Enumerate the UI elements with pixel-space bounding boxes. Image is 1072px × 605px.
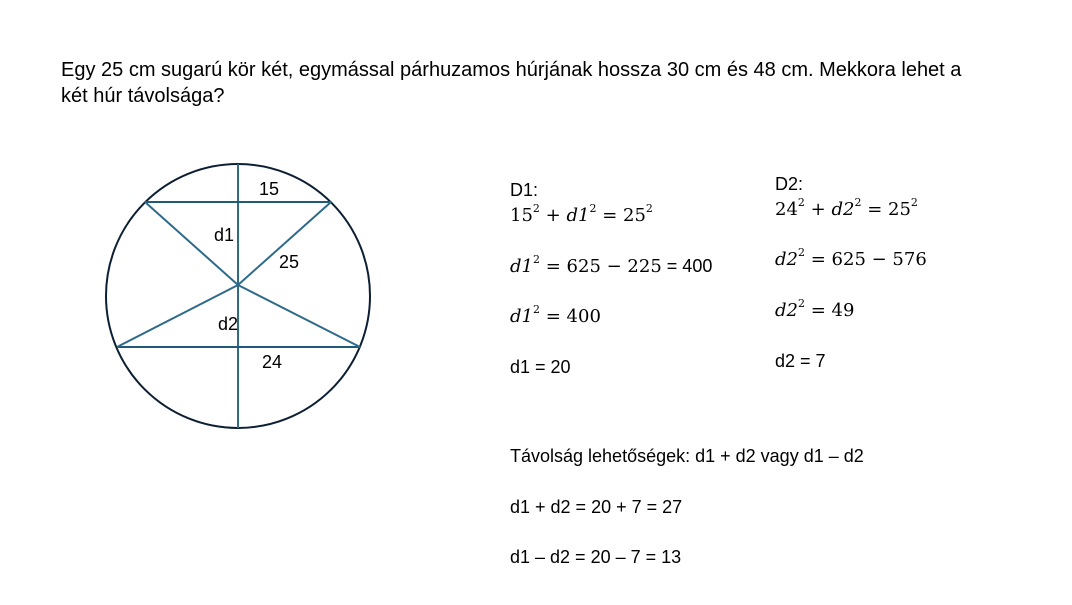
d1-eq1-r: 25 (623, 205, 646, 226)
d1-equation-2: $d1^2 = 625 - 225 = 400$ (510, 253, 713, 277)
d2-eq3-var: d2 (775, 300, 798, 321)
d1-eq1-a: 15 (510, 205, 533, 226)
d2-equation-1: $24^2 + d2^2 = 25^2$ (775, 196, 918, 220)
problem-line-2: két húr távolsága? (61, 85, 225, 107)
problem-line-1: Egy 25 cm sugarú kör két, egymással párhuzamos húrjának hossza 30 cm és 48 cm. Mekkora lehet a (61, 59, 962, 81)
d1-equation-1: $15^2 + d1^2 = 25^2$ (510, 202, 653, 226)
label-radius: 25 (279, 252, 300, 272)
distance-difference: d1 – d2 = 20 – 7 = 13 (510, 547, 682, 567)
d2-answer: d2 = 7 (775, 351, 826, 371)
d1-eq2-rhs: 625 − 225 (566, 256, 662, 277)
d1-heading: D1: (510, 180, 539, 200)
distance-intro: Távolság lehetőségek: d1 + d2 vagy d1 – d2 (510, 446, 864, 466)
d1-eq2-var: d1 (510, 256, 533, 277)
d2-eq1-a: 24 (775, 199, 798, 220)
d1-eq3-var: d1 (510, 306, 533, 327)
d2-eq2-rhs: 625 − 576 (831, 249, 927, 270)
d1-eq3-rhs: 400 (566, 306, 601, 327)
d1-eq2-result: = 400 (661, 256, 713, 276)
d2-eq2-var: d2 (775, 249, 798, 270)
d2-eq3-rhs: 49 (831, 300, 855, 321)
d2-eq1-var: d2 (831, 199, 855, 220)
radius-bottom-right (238, 285, 360, 347)
distance-sum: d1 + d2 = 20 + 7 = 27 (510, 497, 683, 517)
radius-top-right (238, 202, 331, 285)
label-half-chord-bottom: 24 (262, 352, 283, 372)
d2-equation-3: $d2^2 = 49$ (775, 297, 855, 321)
d2-eq1-r: 25 (888, 199, 911, 220)
label-d2: d2 (218, 314, 239, 334)
d1-answer: d1 = 20 (510, 357, 571, 377)
d1-equation-3: $d1^2 = 400$ (510, 303, 601, 327)
label-half-chord-top: 15 (259, 179, 280, 199)
d2-heading: D2: (775, 174, 804, 194)
label-d1: d1 (214, 225, 235, 245)
d1-eq1-var: d1 (566, 205, 590, 226)
d2-equation-2: $d2^2 = 625 - 576$ (775, 246, 927, 270)
